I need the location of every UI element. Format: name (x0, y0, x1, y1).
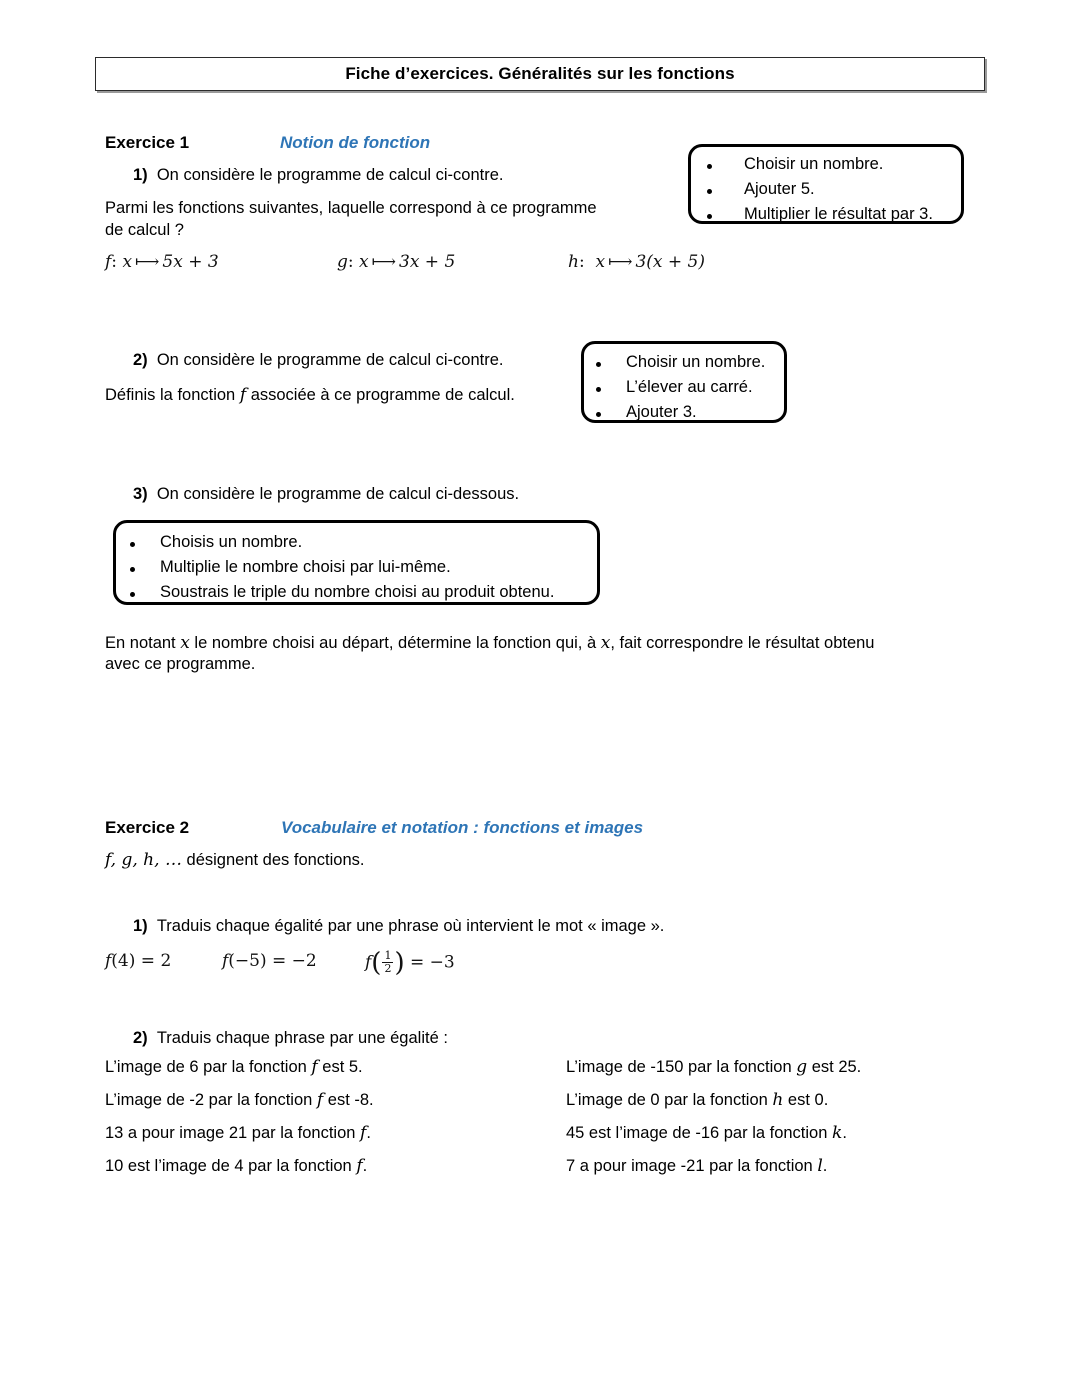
phrase-pre: 45 est l’image de -16 par la fonction (566, 1124, 832, 1142)
page-title: Fiche d’exercices. Généralités sur les fonctions (345, 64, 735, 83)
question-number-1-3: 3) (133, 485, 148, 503)
calculation-program-list-1 (691, 147, 961, 231)
equality-3 (365, 947, 455, 978)
phrase-function: g (796, 1057, 808, 1077)
list-item-label: Ajouter 3. (626, 403, 697, 421)
phrase-left-3 (105, 1123, 371, 1143)
exercise1-q2-body (105, 383, 515, 407)
calculation-program-box-1 (688, 144, 964, 224)
equality-argument: (4) (111, 951, 136, 971)
q2-body-variable: f (239, 385, 247, 405)
calculation-program-list-3 (116, 523, 597, 609)
function-variable: x (359, 252, 369, 272)
list-item-label: Choisir un nombre. (626, 353, 766, 371)
list-item-label: Multiplie le nombre choisi par lui-même. (160, 558, 451, 576)
phrase-function: f (356, 1156, 363, 1176)
phrase-post: . (822, 1157, 828, 1175)
exercise1-q1-body-line1: Parmi les fonctions suivantes, laquelle correspond à ce programme (105, 199, 597, 217)
list-item-label: Soustrais le triple du nombre choisi au produit obtenu. (160, 583, 555, 601)
bullet-icon (707, 164, 712, 169)
list-item-label: L’élever au carré. (626, 378, 753, 396)
exercise1-q3-closing-line1 (105, 631, 874, 655)
phrase-right-4 (566, 1156, 827, 1176)
closing-mid: le nombre choisi au départ, détermine la fonction qui, à (189, 634, 601, 652)
equality-value: = −2 (272, 951, 317, 971)
function-expression: 3(x + 5) (635, 252, 706, 272)
list-item (130, 584, 597, 609)
function-name-g: g (337, 252, 348, 272)
question-text-2-2: Traduis chaque phrase par une égalité : (156, 1029, 448, 1047)
calculation-program-list-2 (584, 344, 784, 429)
equality-function-name: f (222, 951, 229, 971)
mapsto-icon: ⟼ (371, 252, 396, 272)
list-item (596, 404, 784, 429)
bullet-icon (707, 189, 712, 194)
phrase-function: l (817, 1156, 823, 1176)
exercise1-q1-body-line2: de calcul ? (105, 221, 184, 239)
phrase-left-4 (105, 1156, 367, 1176)
equality-function-name: f (105, 951, 112, 971)
bullet-icon (596, 412, 601, 417)
closing-post: , fait correspondre le résultat obtenu (610, 634, 875, 652)
exercise1-q2-line (133, 349, 504, 372)
exercise-1-title: Notion de fonction (280, 133, 431, 152)
list-item-label: Ajouter 5. (744, 180, 815, 198)
equality-function-name: f (365, 952, 372, 973)
list-item-label: Choisir un nombre. (744, 155, 884, 173)
phrase-left-2 (105, 1090, 374, 1110)
phrase-pre: L’image de 6 par la fonction (105, 1058, 312, 1076)
exercise1-q3-closing-line2: avec ce programme. (105, 655, 256, 673)
equality-value: = −3 (410, 952, 455, 973)
bullet-icon (130, 542, 135, 547)
phrase-pre: 7 a pour image -21 par la fonction (566, 1157, 818, 1175)
equality-value: = 2 (140, 951, 172, 971)
equality-argument: (−5) (228, 951, 267, 971)
phrase-function: h (772, 1090, 784, 1110)
function-definition-f (105, 252, 219, 272)
q2-body-post: associée à ce programme de calcul. (246, 386, 515, 404)
function-definition-g (337, 252, 455, 272)
phrase-pre: L’image de -150 par la fonction (566, 1058, 797, 1076)
phrase-post: est -8. (323, 1091, 374, 1109)
phrase-post: est 25. (807, 1058, 862, 1076)
question-number-1-2: 2) (133, 351, 148, 369)
phrase-left-1 (105, 1057, 363, 1077)
phrase-post: . (842, 1124, 847, 1142)
list-item-label: Choisis un nombre. (160, 533, 303, 551)
right-paren-icon: ) (394, 947, 405, 978)
exercise1-q3-line (133, 483, 519, 506)
mapsto-icon: ⟼ (608, 252, 633, 272)
phrase-right-1 (566, 1057, 861, 1077)
phrase-function: k (832, 1123, 843, 1143)
question-text-1-1: On considère le programme de calcul ci-contre. (156, 166, 504, 184)
function-variable: x (122, 252, 133, 272)
function-name-h: h (568, 252, 579, 272)
phrase-right-2 (566, 1090, 828, 1110)
equality-2 (222, 951, 317, 971)
phrase-pre: L’image de 0 par la fonction (566, 1091, 773, 1109)
function-sep: : (347, 252, 354, 272)
q2-body-pre: Définis la fonction (105, 386, 240, 404)
mapsto-icon: ⟼ (135, 252, 160, 272)
calculation-program-box-2 (581, 341, 787, 423)
bullet-icon (596, 387, 601, 392)
exercise2-intro-math: f, g, h, … (105, 850, 182, 870)
exercise2-intro-text: désignent des fonctions. (181, 851, 365, 869)
phrase-function: f (360, 1123, 367, 1143)
question-number-1-1: 1) (133, 166, 148, 184)
equality-1 (105, 951, 171, 971)
function-expression: 5x + 3 (162, 252, 219, 272)
phrase-post: . (362, 1157, 368, 1175)
closing-variable-1: x (180, 633, 190, 653)
question-text-2-1: Traduis chaque égalité par une phrase où intervient le mot « image ». (156, 917, 665, 935)
exercise2-q2-line (133, 1027, 448, 1050)
exercise-1-label: Exercice 1 (105, 133, 190, 152)
closing-variable-2: x (600, 633, 611, 653)
list-item (707, 206, 961, 231)
list-item (707, 156, 961, 181)
question-number-2-1: 1) (133, 917, 148, 935)
phrase-pre: L’image de -2 par la fonction (105, 1091, 317, 1109)
left-paren-icon: ( (371, 947, 382, 978)
function-name-f: f (105, 252, 112, 272)
bullet-icon (130, 592, 135, 597)
phrase-right-3 (566, 1123, 847, 1143)
exercise2-q1-line (133, 915, 664, 938)
fraction-denominator: 2 (384, 961, 392, 975)
question-text-1-2: On considère le programme de calcul ci-contre. (156, 351, 504, 369)
phrase-function: f (311, 1057, 318, 1077)
question-text-1-3: On considère le programme de calcul ci-dessous. (156, 485, 520, 503)
bullet-icon (130, 567, 135, 572)
fraction-one-half (382, 950, 393, 974)
exercise1-q1-line (133, 164, 504, 187)
bullet-icon (596, 362, 601, 367)
list-item (596, 354, 784, 379)
exercise-2-title: Vocabulaire et notation : fonctions et images (281, 818, 644, 837)
phrase-post: . (366, 1124, 371, 1142)
phrase-post: est 0. (783, 1091, 829, 1109)
list-item (130, 534, 597, 559)
phrase-function: f (316, 1090, 324, 1110)
list-item (130, 559, 597, 584)
question-number-2-2: 2) (133, 1029, 148, 1047)
function-definition-h (568, 252, 705, 272)
function-sep: : (578, 252, 585, 272)
exercise2-intro (105, 848, 365, 872)
document-header-box (95, 57, 985, 91)
phrase-pre: 10 est l’image de 4 par la fonction (105, 1157, 357, 1175)
function-sep: : (111, 252, 118, 272)
bullet-icon (707, 214, 712, 219)
fraction-numerator: 1 (384, 949, 392, 962)
function-expression: 3x + 5 (399, 252, 456, 272)
list-item (707, 181, 961, 206)
function-variable: x (595, 252, 606, 272)
list-item (596, 379, 784, 404)
exercise-2-label: Exercice 2 (105, 818, 190, 837)
phrase-post: est 5. (317, 1058, 363, 1076)
closing-pre: En notant (105, 634, 181, 652)
list-item-label: Multiplier le résultat par 3. (744, 205, 933, 223)
calculation-program-box-3 (113, 520, 600, 605)
phrase-pre: 13 a pour image 21 par la fonction (105, 1124, 361, 1142)
